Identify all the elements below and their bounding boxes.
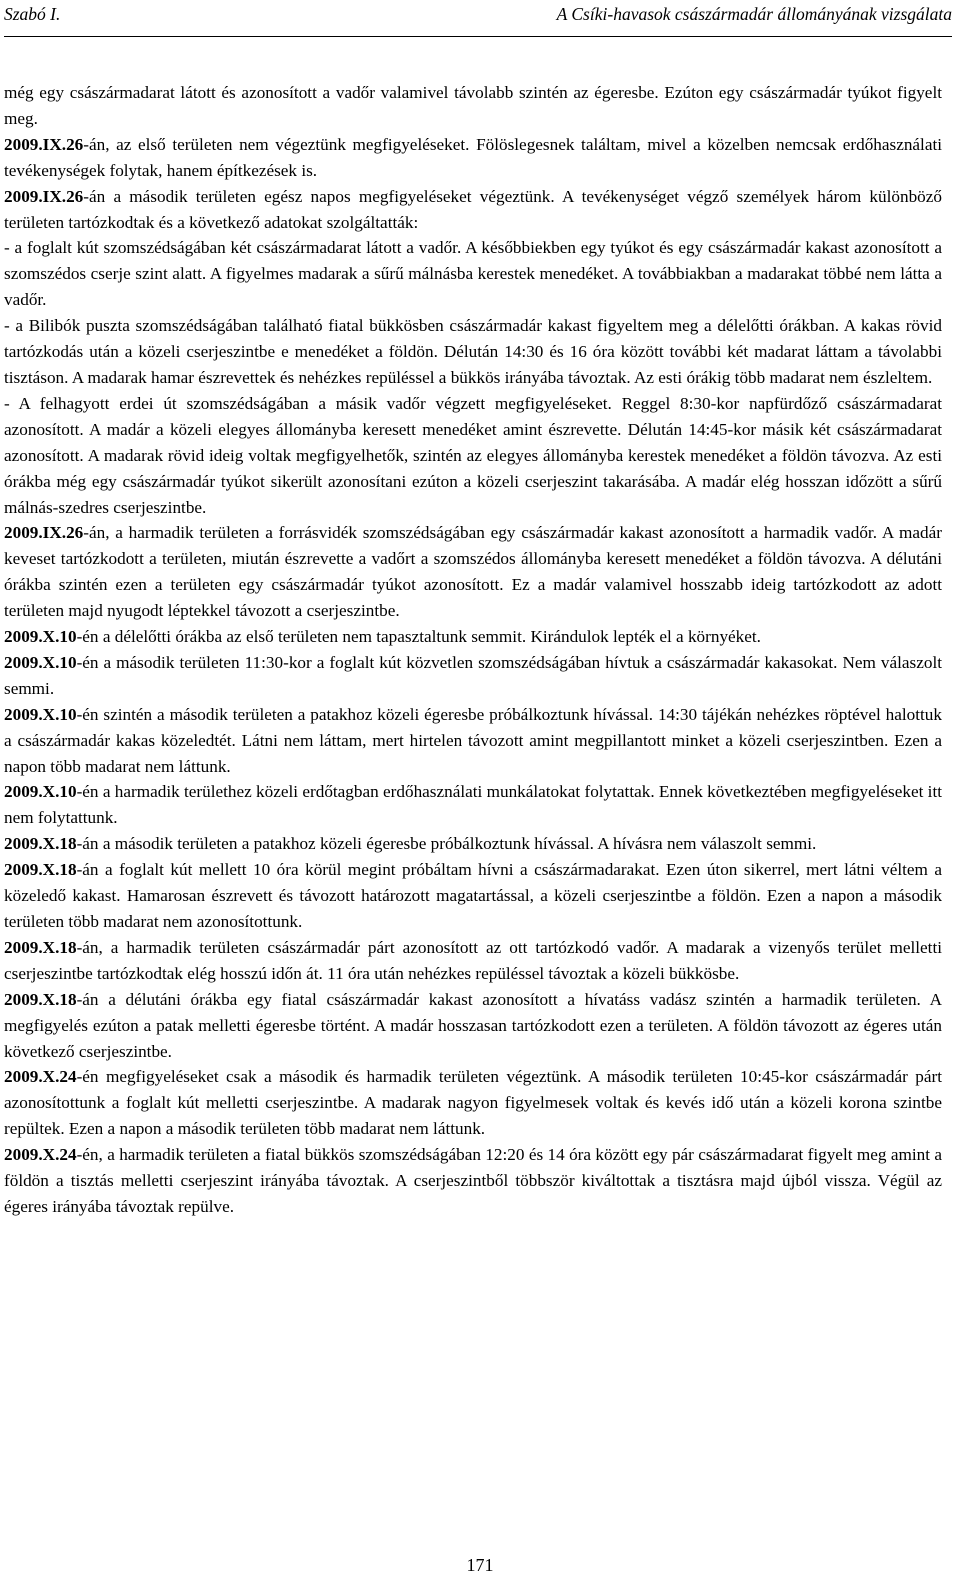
paragraph-text: -án, a harmadik területen császármadár párt azonosított az ott tartózkodó vadőr. A madarak a vizenyős terület melletti cserjeszintbe tartózkodtak elég hosszú időn át. 11 óra után nehézkes repüléssel távoztak a közeli bükkösbe. — [4, 937, 942, 983]
paragraph-date: 2009.X.18 — [4, 989, 77, 1009]
paragraph — [4, 831, 942, 857]
paragraph-text: -én megfigyeléseket csak a második és harmadik területen végeztünk. A második területen 10:45-kor császármadár párt azonosítottunk a foglalt kút melletti cserjeszintbe. A madarak nagyon figyelmesek voltak és kevés idő után a közeli korona szintbe repültek. Ezen a napon a második területen több madarat nem láttunk. — [4, 1067, 942, 1139]
paragraph-date: 2009.X.10 — [4, 782, 77, 802]
paragraph-date: 2009.X.18 — [4, 834, 77, 854]
paragraph-date: 2009.X.24 — [4, 1145, 77, 1165]
paragraph-date: 2009.X.18 — [4, 860, 77, 880]
paragraph-text: -án, az első területen nem végeztünk megfigyeléseket. Fölöslegesnek találtam, mivel a közelben nemcsak erdőhasználati tevékenységek folytak, hanem építkezések is. — [4, 134, 942, 180]
paragraph — [4, 935, 942, 987]
paragraph-text: - a Bilibók puszta szomszédságában található fiatal bükkösben császármadár kakast figyeltem meg a délelőtti órákban. A kakas rövid tartózkodás után a közeli cserjeszintbe e menedéket a földön. Délután 14:30 és 16 óra között további két madarat láttam a távolabbi tisztáson. A madarak hamar észrevettek és nehézkes repüléssel a bükkös irányába távoztak. Az esti órákig több madarat nem észleltem. — [4, 316, 942, 387]
paragraph — [4, 779, 942, 831]
paragraph-date: 2009.IX.26 — [4, 134, 84, 154]
paragraph — [4, 857, 942, 935]
paragraph-text: -án a foglalt kút mellett 10 óra körül megint próbáltam hívni a császármadarakat. Ezen úton sikerrel, mert látni véltem a közeledő kakast. Hamarosan észrevett és távozott határozott magatartással, a közeli cserjeszintbe a földön. Ezen a napon a második területen több madarat nem azonosítottunk. — [4, 860, 942, 931]
paragraph — [4, 520, 942, 624]
paragraph-date: 2009.IX.26 — [4, 186, 84, 206]
paragraph-date: 2009.X.24 — [4, 1067, 77, 1087]
paragraph-text: - a foglalt kút szomszédságában két császármadarat látott a vadőr. A későbbiekben egy tyúkot és egy császármadár kakast azonosított a szomszédos cserje szint alatt. A figyelmes madarak a sűrű málnásba kerestek menedéket. A továbbiakban a madarakat többé nem látta a vadőr. — [4, 238, 942, 310]
paragraph — [4, 235, 942, 313]
paragraph — [4, 80, 942, 132]
header-author: Szabó I. — [4, 4, 61, 24]
paragraph-text: -én a második területen 11:30-kor a foglalt kút közvetlen szomszédságában hívtuk a császármadár kakasokat. Nem válaszolt semmi. — [4, 652, 942, 698]
header-title: A Csíki-havasok császármadár állományának vizsgálata — [556, 4, 952, 24]
body-text — [4, 80, 942, 1220]
paragraph — [4, 987, 942, 1065]
paragraph-text: -én, a harmadik területen a fiatal bükkös szomszédságában 12:20 és 14 óra között egy pár császármadarat figyelt meg amint a földön a tisztás melletti cserjeszint irányába távoztak. A cserjeszintből többször kiváltottak a tisztásra majd újból vissza. Végül az égeres irányába távoztak repülve. — [4, 1145, 942, 1216]
paragraph-date: 2009.X.10 — [4, 627, 77, 647]
paragraph-text: - A felhagyott erdei út szomszédságában a másik vadőr végzett megfigyeléseket. Reggel 8:30-kor napfürdőző császármadarat azonosított. A madár a közeli elegyes állományba keresett menedéket amint észrevette. Délután 14:45-kor másik két császármadarat azonosított. A madarak rövid ideig voltak megfigyelhetők, szintén az elegyes állományba kerestek menedéket a földön távozva. Az esti órákba még egy császármadár tyúkot sikerült azonosítani ezúton a közeli cserjeszint takarásába. A madár elég hosszan időzött a sűrű málnás-szedres cserjeszintbe. — [4, 393, 942, 517]
paragraph — [4, 1142, 942, 1220]
paragraph — [4, 132, 942, 184]
paragraph — [4, 702, 942, 780]
paragraph-text: -án a második területen a patakhoz közeli égeresbe próbálkoztunk hívással. A hívásra nem válaszolt semmi. — [76, 834, 817, 854]
paragraph — [4, 1064, 942, 1142]
page-number: 171 — [466, 1555, 494, 1575]
paragraph-text: -án a második területen egész napos megfigyeléseket végeztünk. A tevékenységet végző személyek három különböző területen tartózkodtak és a következő adatokat szolgáltatták: — [4, 186, 942, 232]
paragraph-text: még egy császármadarat látott és azonosított a vadőr valamivel távolabb szintén az égeresbe. Ezúton egy császármadár tyúkot figyelt meg. — [4, 83, 942, 128]
paragraph-text: -én a délelőtti órákba az első területen nem tapasztaltunk semmit. Kirándulok lepték el a környéket. — [76, 627, 761, 647]
paragraph-date: 2009.X.10 — [4, 652, 77, 672]
paragraph-text: -án a délutáni órákba egy fiatal császármadár kakast azonosított a hívatáss vadász szintén a harmadik területen. A megfigyelés ezúton a patak melletti égeresbe történt. A madár hosszasan tartózkodott ezen a területen. A földön távozott az égeres után következő cserjeszintbe. — [4, 989, 942, 1061]
paragraph-text: -én szintén a második területen a patakhoz közeli égeresbe próbálkoztunk hívással. 14:30 tájékán nehézkes röptével halottuk a császármadár kakas közeledtét. Látni nem láttam, mert hirtelen távozott amint megpillantott minket a közeli cserjeszintben. Ezen a napon több madarat nem láttunk. — [4, 704, 942, 776]
paragraph-date: 2009.IX.26 — [4, 523, 84, 543]
paragraph-date: 2009.X.18 — [4, 937, 77, 957]
paragraph — [4, 650, 942, 702]
paragraph — [4, 624, 942, 650]
paragraph-text: -én a harmadik területhez közeli erdőtagban erdőhasználati munkálatokat folytattak. Ennek következtében megfigyeléseket itt nem folytattunk. — [4, 782, 942, 828]
paragraph — [4, 313, 942, 391]
paragraph — [4, 184, 942, 236]
running-header — [4, 0, 952, 37]
paragraph-date: 2009.X.10 — [4, 704, 77, 724]
paragraph-text: -án, a harmadik területen a forrásvidék szomszédságában egy császármadár kakast azonosított a harmadik vadőr. A madár keveset tartózkodott a területen, miután észrevette a vadőrt a szomszédos állományba keresett menedéket a földön távozva. A délutáni órákba szintén ezen a területen egy császármadár tyúkot azonosított. Ez a madár valamivel hosszabb ideig tartózkodott az adott területen majd nyugodt léptekkel távozott a cserjeszintbe. — [4, 523, 942, 621]
paragraph — [4, 391, 942, 521]
